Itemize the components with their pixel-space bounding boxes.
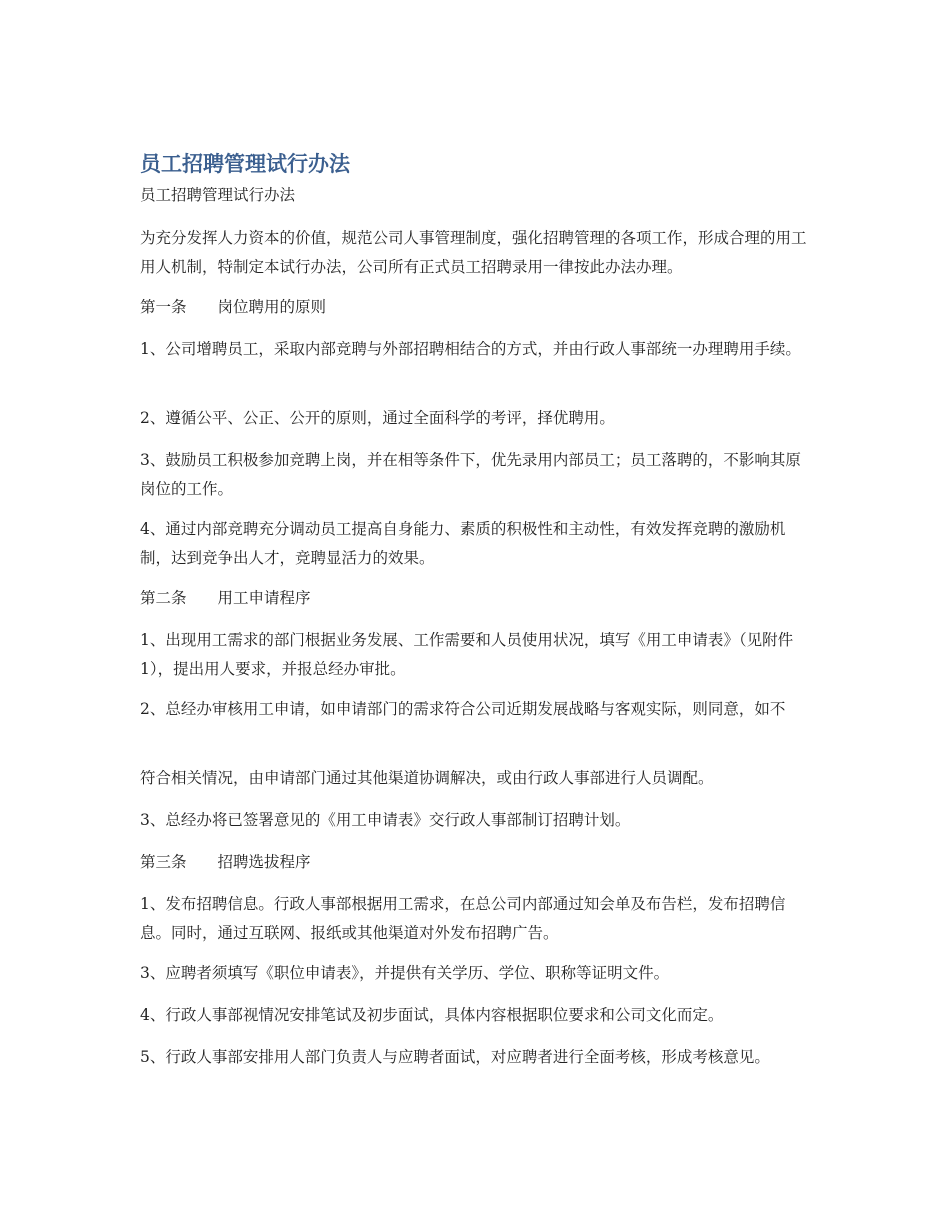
section-2-item-3: 3、总经办将已签署意见的《用工申请表》交行政人事部制订招聘计划。 (140, 811, 631, 829)
section-1-item-2: 2、遵循公平、公正、公开的原则，通过全面科学的考评，择优聘用。 (140, 409, 615, 427)
section-3-item-5: 5、行政人事部安排用人部门负责人与应聘者面试，对应聘者进行全面考核，形成考核意见。 (140, 1048, 770, 1066)
section-1-item-1: 1、公司增聘员工，采取内部竞聘与外部招聘相结合的方式，并由行政人事部统一办理聘用手续。 (140, 340, 801, 358)
section-1-heading: 第一条 岗位聘用的原则 (140, 298, 327, 316)
section-1-item-3: 3、鼓励员工积极参加竞聘上岗，并在相等条件下，优先录用内部员工；员工落聘的，不影响其原岗位的工作。 (140, 451, 801, 498)
section-3-item-1: 1、发布招聘信息。行政人事部根据用工需求，在总公司内部通过知会单及布告栏，发布招聘信息。同时，通过互联网、报纸或其他渠道对外发布招聘广告。 (140, 895, 786, 942)
section-1-item-4: 4、通过内部竞聘充分调动员工提高自身能力、素质的积极性和主动性，有效发挥竞聘的激励机制，达到竞争出人才，竞聘显活力的效果。 (140, 520, 786, 567)
section-3-item-3: 3、应聘者须填写《职位申请表》，并提供有关学历、学位、职称等证明文件。 (140, 964, 670, 982)
section-2-item-2-continued: 符合相关情况，由申请部门通过其他渠道协调解决，或由行政人事部进行人员调配。 (140, 769, 714, 787)
section-3-item-4: 4、行政人事部视情况安排笔试及初步面试，具体内容根据职位要求和公司文化而定。 (140, 1006, 724, 1024)
document-subtitle: 员工招聘管理试行办法 (140, 186, 296, 204)
intro-paragraph: 为充分发挥人力资本的价值，规范公司人事管理制度，强化招聘管理的各项工作，形成合理的用工用人机制，特制定本试行办法，公司所有正式员工招聘录用一律按此办法办理。 (140, 229, 807, 276)
section-3-heading: 第三条 招聘选拔程序 (140, 853, 311, 871)
section-2-item-2: 2、总经办审核用工申请，如申请部门的需求符合公司近期发展战略与客观实际，则同意，如不 (140, 700, 786, 718)
document-title: 员工招聘管理试行办法 (140, 152, 350, 176)
section-2-item-1: 1、出现用工需求的部门根据业务发展、工作需要和人员使用状况，填写《用工申请表》（见附件1），提出用人要求，并报总经办审批。 (140, 631, 794, 678)
section-2-heading: 第二条 用工申请程序 (140, 589, 311, 607)
